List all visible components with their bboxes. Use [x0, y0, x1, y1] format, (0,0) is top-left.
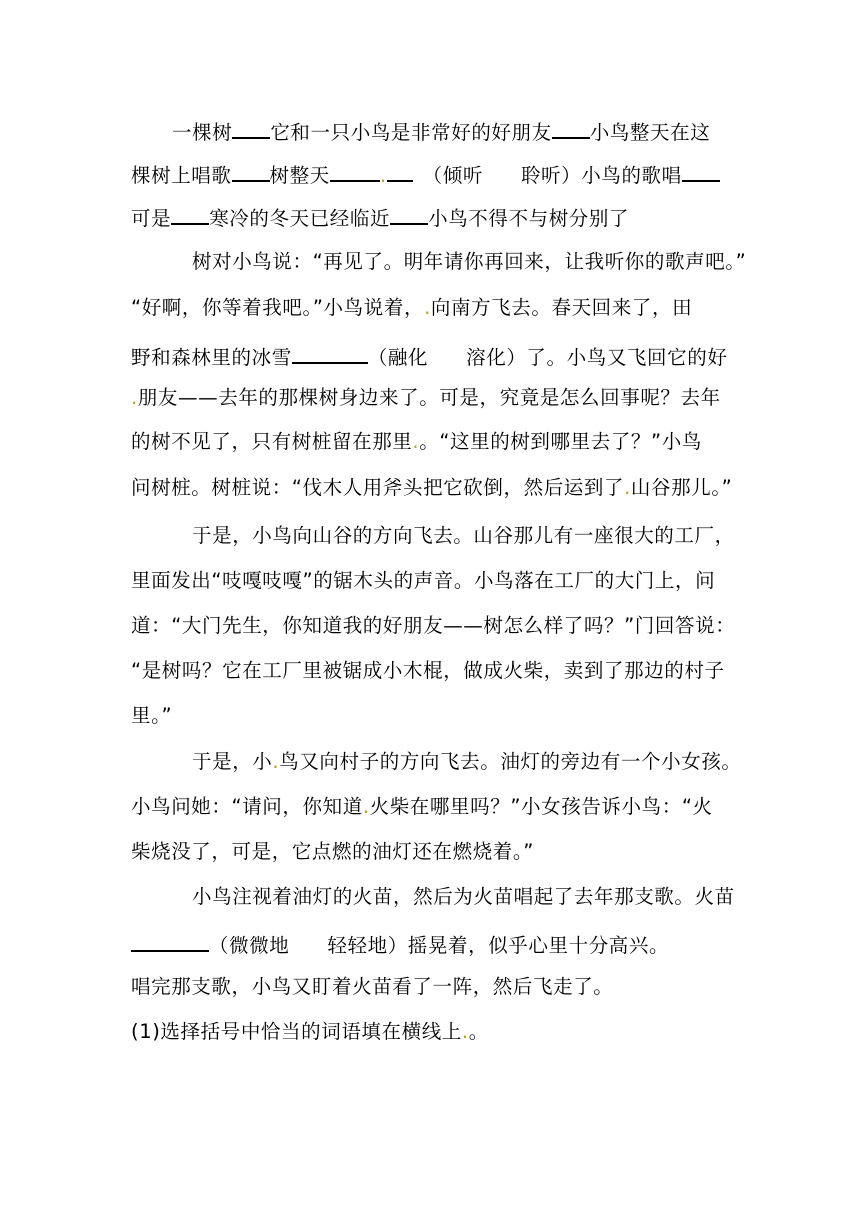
paragraph-4-line-2 — [131, 795, 713, 819]
paragraph-3-line-1 — [192, 524, 735, 548]
blank-line — [390, 203, 428, 225]
paragraph-1-line-2 — [131, 160, 720, 188]
emphasis-dot: . — [362, 795, 370, 818]
text: 小鸟不得不与树分别了 — [428, 207, 630, 230]
text: （微微地 — [209, 934, 290, 957]
paragraph-3-line-4 — [131, 659, 725, 683]
text: 柴烧没了，可是，它点燃的油灯还在燃烧着。” — [131, 840, 534, 863]
text: 向南方飞去。春天回来了，田 — [430, 296, 693, 319]
text: 山谷那儿。” — [630, 476, 733, 499]
text: 小鸟整天在这 — [589, 121, 711, 144]
blank-line — [682, 160, 720, 182]
paragraph-2-line-2 — [131, 296, 692, 320]
text: 道：“大门先生，你知道我的好朋友——树怎么样了吗？”门回答说： — [131, 614, 736, 637]
text: 于是，小 — [192, 750, 273, 773]
blank-line — [552, 117, 590, 139]
text: 可是 — [131, 207, 172, 230]
paragraph-2-line-4 — [131, 386, 721, 410]
text: 。 — [468, 1020, 489, 1043]
blank-line — [232, 160, 270, 182]
text: 火柴在哪里吗？”小女孩告诉小鸟：“火 — [369, 795, 713, 818]
text: 。“这里的树到哪里去了？”小鸟 — [419, 430, 702, 453]
text: 寒冷的冬天已经临近 — [209, 207, 391, 230]
paragraph-3-line-5 — [131, 704, 172, 728]
text: 里。” — [131, 704, 173, 727]
text: 小鸟注视着油灯的火苗，然后为火苗唱起了去年那支歌。火苗 — [192, 885, 735, 908]
paragraph-6 — [131, 975, 613, 999]
blank-line — [232, 117, 270, 139]
text: （倾听 — [422, 164, 483, 187]
text: 问树桩。树桩说：“伐木人用斧头把它砍倒，然后运到了 — [131, 476, 625, 499]
emphasis-dot: . — [379, 164, 387, 187]
emphasis-dot: . — [131, 386, 138, 409]
question-1 — [131, 1020, 489, 1044]
paragraph-1-line-1 — [172, 117, 710, 145]
paragraph-5-line-1 — [192, 885, 735, 909]
text: 朋友——去年的那棵树身边来了。可是，究竟是怎么回事呢？去年 — [137, 386, 721, 409]
text: 野和森林里的冰雪 — [131, 346, 292, 369]
emphasis-dot: . — [412, 430, 420, 453]
blank-line — [330, 160, 380, 182]
text: 树对小鸟说：“再见了。明年请你再回来，让我听你的歌声吧。” — [192, 250, 747, 273]
text: 小鸟问她：“请问，你知道 — [131, 795, 363, 818]
emphasis-dot: . — [461, 1020, 469, 1043]
text: 鸟又向村子的方向飞去。油灯的旁边有一个小女孩。 — [279, 750, 742, 773]
text: “好啊，你等着我吧。”小鸟说着， — [131, 296, 425, 319]
text: 于是，小鸟向山谷的方向飞去。山谷那儿有一座很大的工厂， — [192, 524, 735, 547]
text: 树整天 — [269, 164, 330, 187]
text: 里面发出“吱嘎吱嘎”的锯木头的声音。小鸟落在工厂的大门上，问 — [131, 569, 716, 592]
paragraph-2-line-6 — [131, 476, 732, 500]
text: （融化 — [367, 346, 429, 369]
text: 它和一只小鸟是非常好的好朋友 — [270, 121, 552, 144]
paragraph-3-line-3 — [131, 614, 735, 638]
emphasis-dot: . — [424, 296, 431, 319]
emphasis-dot: . — [272, 750, 280, 773]
paragraph-4-line-1 — [192, 750, 742, 774]
text: (1)选择括号中恰当的词语填在横线上 — [131, 1020, 462, 1043]
paragraph-2-line-5 — [131, 430, 702, 454]
blank-line — [131, 930, 209, 952]
paragraph-5-line-2 — [131, 930, 669, 958]
paragraph-1-line-3 — [131, 203, 629, 231]
text: 的树不见了，只有树桩留在那里 — [131, 430, 413, 453]
paragraph-4-line-3 — [131, 840, 534, 864]
text: 唱完那支歌，小鸟又盯着火苗看了一阵，然后飞走了。 — [131, 975, 614, 998]
paragraph-2-line-3 — [131, 342, 727, 370]
text: 聆听）小鸟的歌唱 — [520, 164, 682, 187]
blank-line — [292, 342, 368, 364]
blank-line — [171, 203, 209, 225]
text: 棵树上唱歌 — [131, 164, 232, 187]
text: 溶化）了。小鸟又飞回它的好 — [466, 346, 728, 369]
emphasis-dot: . — [624, 476, 631, 499]
blank-line — [387, 160, 413, 182]
paragraph-2-line-1 — [192, 250, 746, 274]
text: “是树吗？它在工厂里被锯成小木棍，做成火柴，卖到了那边的村子 — [131, 659, 725, 682]
text: 轻轻地）摇晃着，似乎心里十分高兴。 — [327, 934, 670, 957]
paragraph-3-line-2 — [131, 569, 715, 593]
text: 一棵树 — [172, 121, 233, 144]
